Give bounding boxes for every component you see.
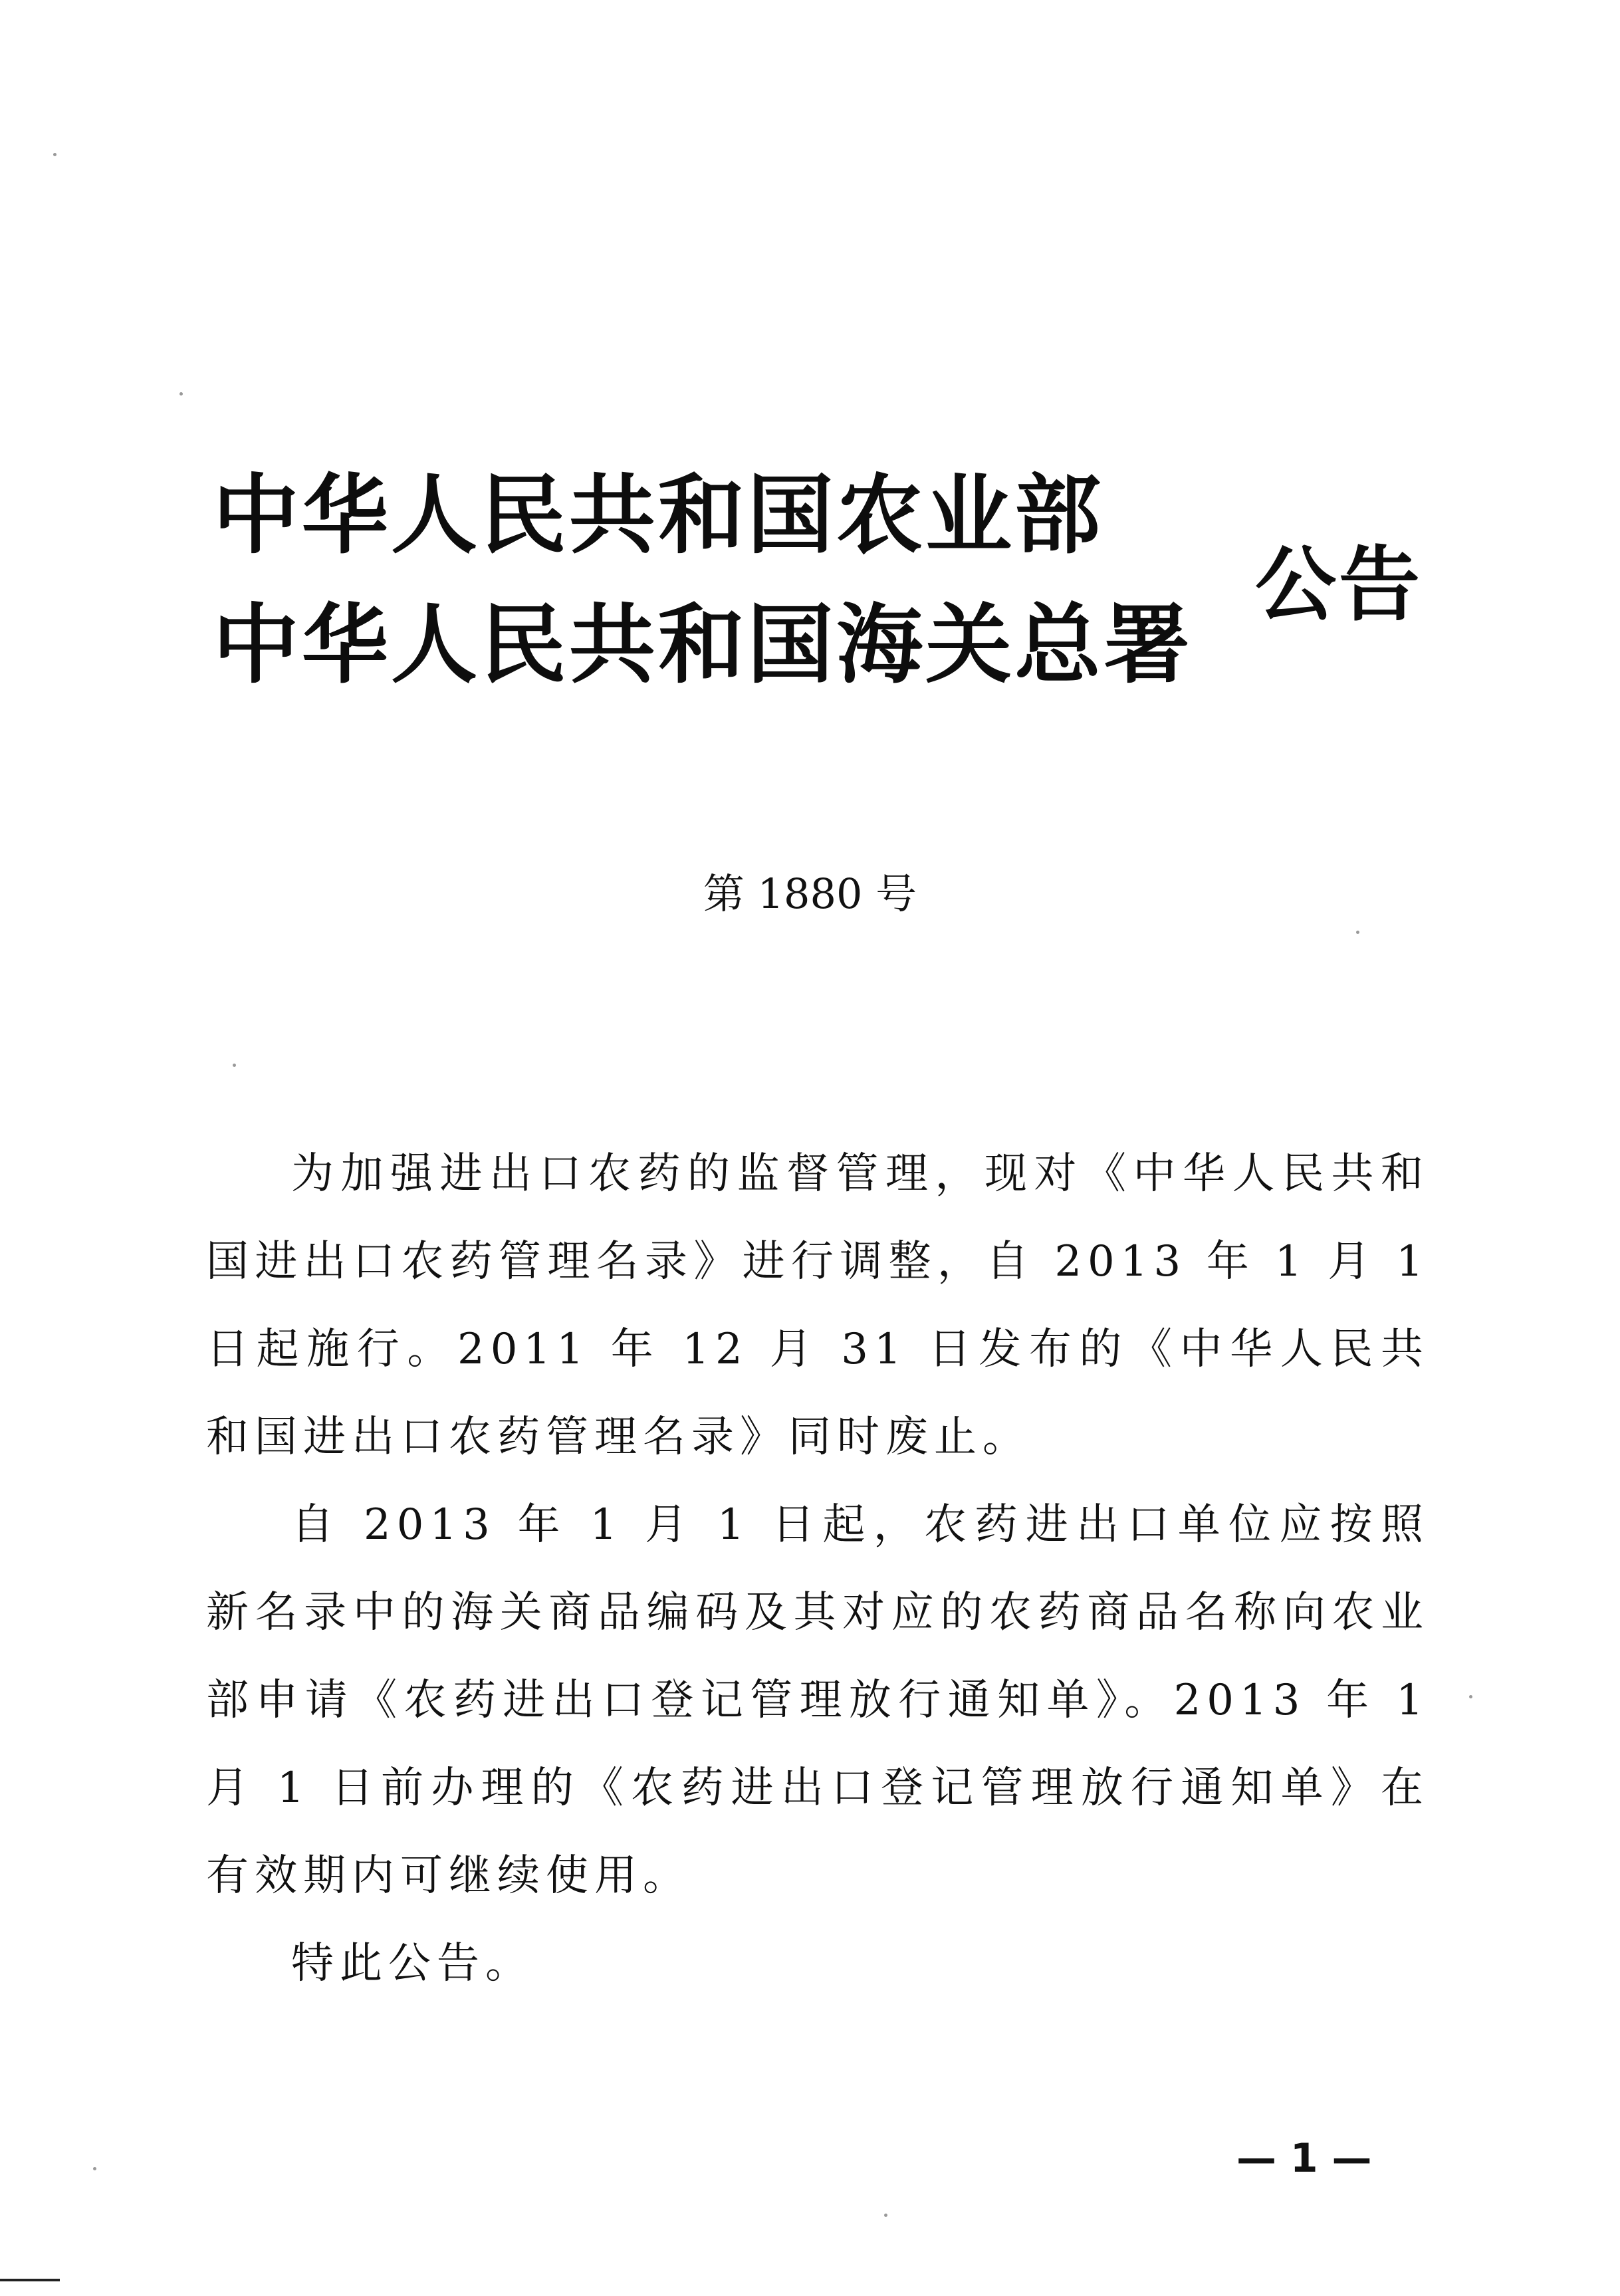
document-number: 第 1880 号 [703,869,917,918]
body-paragraph-1: 为加强进出口农药的监督管理，现对《中华人民共和国进出口农药管理名录》进行调整，自 2013 年 1 月 1 日起施行。2011 年 12 月 31 日发布的《中华人民共和国进出口农药管理名录》同时废止。 [206,1149,1429,1462]
scan-edge-mark [0,2279,60,2281]
scan-speck [53,153,57,156]
body-paragraph-closing: 特此公告。 [291,1939,534,1988]
page-number: — 1 — [1236,2135,1372,2182]
scan-speck [179,392,183,396]
scan-speck [1469,1695,1472,1698]
scan-speck [884,2214,887,2217]
issuer-ministry-of-agriculture: 中华人民共和国农业部 [213,465,1104,566]
scan-speck [93,2167,96,2170]
scan-speck [233,1064,236,1067]
issuer-general-administration-of-customs: 中华人民共和国海关总署 [213,594,1193,695]
notice-title: 公告 [1255,538,1423,632]
notice-body [206,1130,1429,2008]
body-paragraph-2: 自 2013 年 1 月 1 日起，农药进出口单位应按照新名录中的海关商品编码及其对应的农药商品名称向农业部申请《农药进出口登记管理放行通知单》。2013 年 1 月 1 日前办理的《农药进出口登记管理放行通知单》在有效期内可继续使用。 [206,1500,1429,1900]
scan-speck [1356,931,1359,934]
